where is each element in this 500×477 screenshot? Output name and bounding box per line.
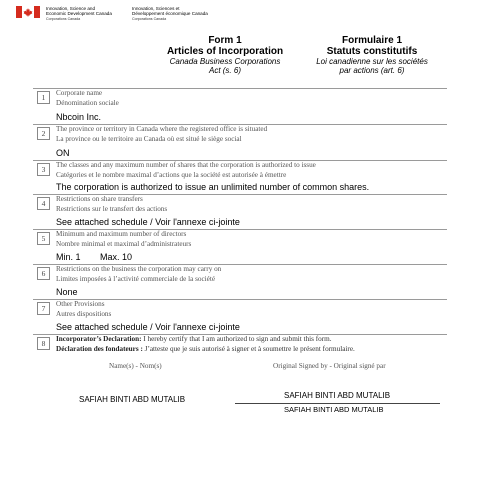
form-title-fr [298, 35, 446, 75]
province-value: ON [56, 148, 70, 158]
corporate-name-value: Nbcoin Inc. [56, 112, 102, 122]
section-number: 3 [37, 163, 50, 176]
share-classes-value: The corporation is authorized to issue an unlimited number of common shares. [56, 182, 370, 192]
act-line2-fr: par actions (art. 6) [339, 66, 405, 75]
business-restrictions-value: None [56, 287, 78, 297]
section-label-en: The classes and any maximum number of shares that the corporation is authorized to issue [56, 161, 316, 169]
section-number: 7 [37, 302, 50, 315]
signature-line [235, 403, 440, 404]
incorporator-name: SAFIAH BINTI ABD MUTALIB [79, 395, 186, 404]
share-transfer-value: See attached schedule / Voir l'annexe ci-jointe [56, 217, 240, 227]
directors-max-value: Max. 10 [100, 252, 133, 262]
section-number: 6 [37, 267, 50, 280]
dept-en-line1: Innovation, Science and [46, 6, 96, 11]
section-label-fr: Dénomination sociale [56, 99, 119, 107]
act-line2-en: Act (s. 6) [208, 66, 241, 75]
section-label-fr: La province ou le territoire au Canada où est situé le siège social [56, 135, 242, 143]
names-label: Name(s) - Nom(s) [109, 362, 162, 370]
department-name-fr [132, 6, 208, 22]
declaration-fr-text: J’atteste que je suis autorisé à signer et à soumettre le présent formulaire. [142, 345, 355, 353]
section-label-fr: Restrictions sur le transfert des actions [56, 205, 168, 213]
section-number: 8 [37, 337, 50, 350]
section-number: 2 [37, 127, 50, 140]
dept-fr-line3: Corporations Canada [132, 16, 167, 21]
form-name-fr: Statuts constitutifs [326, 46, 418, 57]
section-label-en: Corporate name [56, 89, 103, 97]
section-label-fr: Autres dispositions [56, 310, 112, 318]
form-number-en: Form 1 [208, 35, 242, 46]
section-number: 1 [37, 91, 50, 104]
section-label-en: Restrictions on the business the corporation may carry on [56, 265, 222, 273]
section-number: 4 [37, 197, 50, 210]
act-line1-en: Canada Business Corporations [169, 57, 281, 66]
form-name-en: Articles of Incorporation [166, 46, 284, 57]
other-provisions-value: See attached schedule / Voir l'annexe ci-jointe [56, 322, 240, 332]
declaration-en [56, 335, 332, 345]
directors-min-value: Min. 1 [56, 252, 81, 262]
section-label-en: Minimum and maximum number of directors [56, 230, 187, 238]
dept-en-line2: Economic Development Canada [46, 11, 112, 17]
dept-fr-line2: Développement économique Canada [132, 11, 208, 17]
section-number: 5 [37, 232, 50, 245]
declaration-en-text: I hereby certify that I am authorized to sign and submit this form. [141, 335, 332, 343]
declaration-fr-heading: Déclaration des fondateurs : [56, 345, 143, 353]
section-label-fr: Catégories et le nombre maximal d’actions que la société est autorisée à émettre [56, 171, 287, 179]
section-label-en: The province or territory in Canada where the registered office is situated [56, 125, 268, 133]
declaration-en-heading: Incorporator’s Declaration: [56, 335, 142, 343]
signature-name: SAFIAH BINTI ABD MUTALIB [284, 391, 391, 400]
section-label-en: Restrictions on share transfers [56, 195, 143, 203]
canada-flag-icon [16, 6, 40, 18]
dept-fr-line1: Innovation, Sciences et [132, 6, 180, 11]
section-label-fr: Limites imposées à l’activité commerciale de la société [56, 275, 216, 283]
department-name-en [46, 6, 112, 22]
act-line1-fr: Loi canadienne sur les sociétés [316, 57, 428, 66]
form-number-fr: Formulaire 1 [341, 35, 403, 46]
dept-en-line3: Corporations Canada [46, 16, 81, 21]
signed-by-label: Original Signed by - Original signé par [273, 362, 386, 370]
section-label-fr: Nombre minimal et maximal d’administrateurs [56, 240, 192, 248]
signature-name-below: SAFIAH BINTI ABD MUTALIB [284, 405, 384, 414]
declaration-fr [56, 345, 355, 355]
form-title-en [150, 35, 300, 75]
section-label-en: Other Provisions [56, 300, 105, 308]
